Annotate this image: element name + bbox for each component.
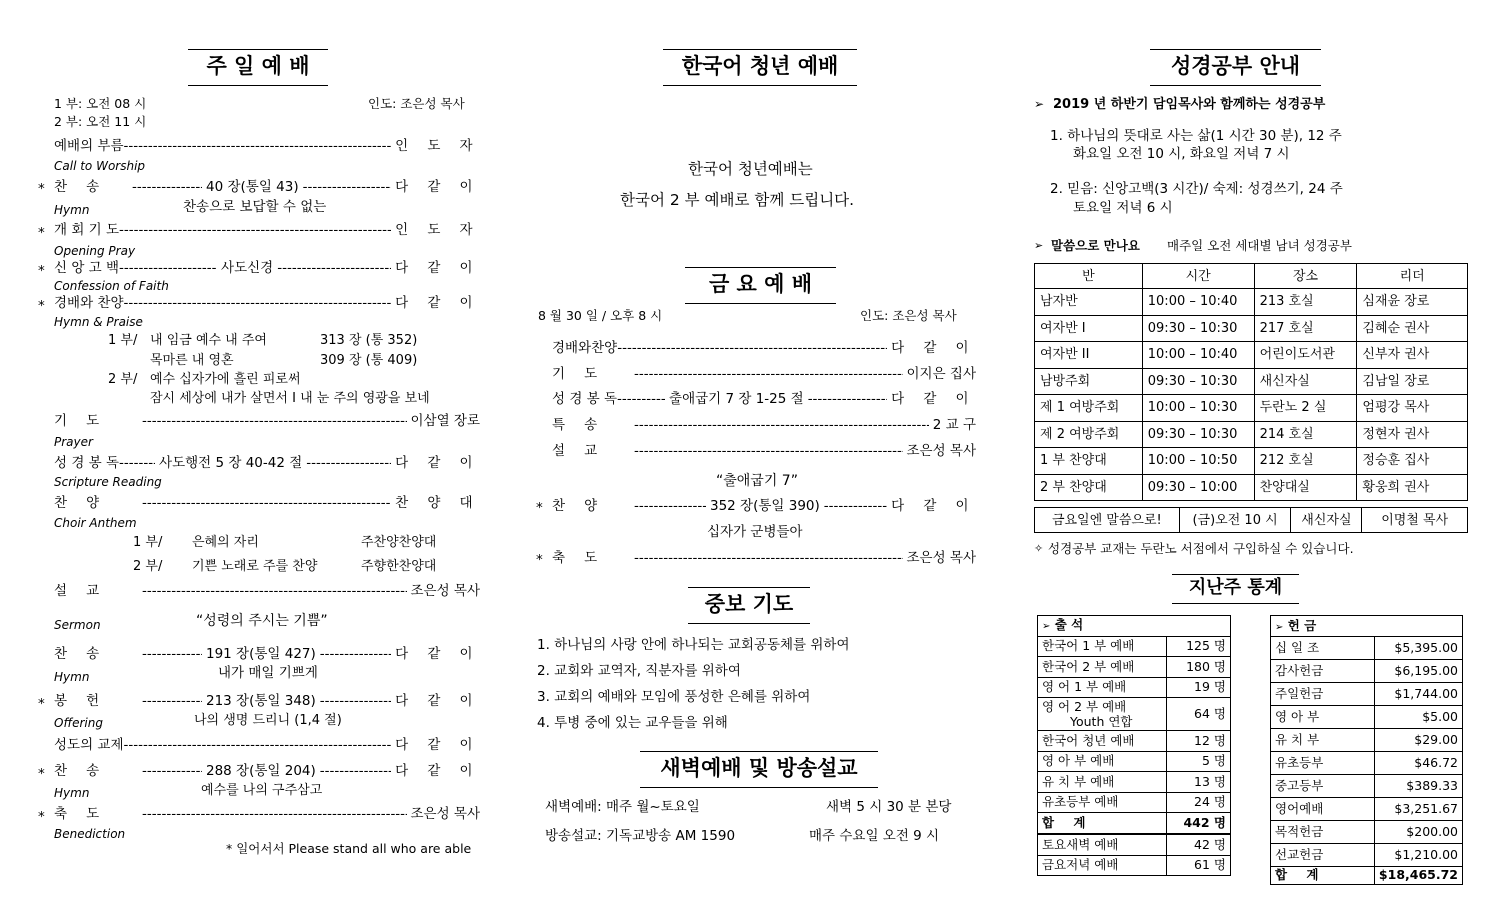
table-row: 유 치 부 예배 13 명 [1038,772,1231,793]
offering-title: 헌 금 [1287,617,1317,633]
friday-worship: 경배와찬양 ----- 다 같 이 [552,342,976,356]
praise-num-2: 309 장 (통 409) [320,353,418,368]
intercession-item: 4. 투병 중에 있는 교우들을 위해 [537,715,728,731]
table-row: 제 1 여방주회 10:00 – 10:30 두란노 2 실 엄평강 목사 [1035,395,1468,422]
table-row: 선교헌금 $1,210.00 [1271,844,1463,867]
praise-part-1: 1 부/ [108,333,138,348]
table-row: 한국어 2 부 예배 180 명 [1038,657,1231,678]
order-hymn-1-title: 찬송으로 보답할 수 없는 [183,199,327,215]
order-offering: 봉 헌 ----- 213 장(통일 348) ----- 다 같 이 [54,695,480,709]
table-row: 유초등부 예배 24 명 [1038,792,1231,813]
table-row: 중고등부 $389.33 [1271,775,1463,798]
youth-line-1: 한국어 청년예배는 [688,160,813,178]
study-col-leader: 리더 [1357,264,1468,289]
table-row: 토요새벽 예배 42 명 [1038,835,1231,856]
standing-mark: * [38,766,45,782]
bible-heading-2-rest: 매주일 오전 세대별 남녀 성경공부 [1167,238,1352,253]
study-header-row [1035,264,1468,289]
order-scripture-en: Scripture Reading [54,475,162,489]
study-col-class: 반 [1035,264,1143,289]
attendance-table [1037,615,1231,835]
anthem-choir-2: 주향한찬양대 [361,559,437,574]
bible-item-1b: 화요일 오전 10 시, 화요일 저녁 7 시 [1073,146,1290,162]
diamond-icon: ✧ [1034,542,1044,555]
table-row: 영 아 부 $5.00 [1271,706,1463,729]
order-fellowship: 성도의 교제 ----- 다 같 이 [54,739,480,753]
arrow-icon: ➢ [1275,621,1284,633]
order-scripture: 성 경 봉 독 ----- 사도행전 5 장 40-42 절 ----- 다 같 이 [54,457,480,471]
extra-attendance-table [1037,834,1231,876]
order-hymn-2-title: 내가 매일 기쁘게 [218,665,318,681]
order-call: 예배의 부름 ----- 인 도 자 [54,140,480,154]
table-row: 십 일 조 $5,395.00 [1271,637,1463,660]
table-row: 한국어 1 부 예배 125 명 [1038,636,1231,657]
table-row: 영어예배 $3,251.67 [1271,798,1463,821]
table-row: 금요일엔 말씀으로! (금)오전 10 시 새신자실 이명철 목사 [1035,508,1468,533]
sunday-leader: 인도: 조은성 목사 [368,96,465,111]
friday-scripture: 성 경 봉 독 ----- 출애굽기 7 장 1-25 절 ----- 다 같 이 [552,393,976,407]
study-col-time: 시간 [1142,264,1254,289]
order-opening-prayer-en: Opening Pray [54,244,136,258]
sunday-time-2: 2 부: 오전 11 시 [54,114,147,129]
friday-hymn-title: 십자가 군병들아 [707,524,803,540]
table-row: 한국어 청년 예배 12 명 [1038,731,1231,752]
standing-mark: * [38,263,45,279]
order-praise: 경배와 찬양 ----- 다 같 이 [54,297,480,311]
friday-special: 특 송 ----- 2 교 구 [552,419,976,433]
intercession-title: 중보 기도 [688,587,810,624]
table-row: 여자반 II 10:00 – 10:40 어린이도서관 신부자 권사 [1035,342,1468,369]
table-row: 제 2 여방주회 09:30 – 10:30 214 호실 정현자 권사 [1035,421,1468,448]
arrow-icon: ➢ [1034,97,1045,111]
table-row: 유 치 부 $29.00 [1271,729,1463,752]
arrow-icon: ➢ [1042,621,1051,633]
order-offering-title: 나의 생명 드리니 (1,4 절) [194,713,342,728]
sunday-title: 주 일 예 배 [188,49,328,86]
order-prayer-en: Prayer [54,435,93,449]
order-prayer: 기 도 ----- 이삼열 장로 [54,415,480,429]
order-hymn-3-en: Hymn [54,786,90,800]
praise-part-2: 2 부/ [108,372,138,387]
table-row: 영 아 부 예배 5 명 [1038,751,1231,772]
order-anthem: 찬 양 ----- 찬 양 대 [54,497,480,511]
intercession-item: 1. 하나님의 사랑 안에 하나되는 교회공동체를 위하여 [537,637,850,653]
friday-date: 8 월 30 일 / 오후 8 시 [538,308,663,323]
friday-hymn: 찬 양 ----- 352 장(통일 390) ----- 다 같 이 [552,500,976,514]
order-call-en: Call to Worship [54,159,146,173]
study-table [1034,263,1468,501]
radio-time: 매주 수요일 오전 9 시 [809,828,940,844]
offering-table [1270,615,1463,885]
anthem-choir-1: 주찬양찬양대 [361,535,437,550]
dawn-title: 새벽예배 및 방송설교 [640,751,878,788]
sunday-time-1: 1 부: 오전 08 시 [54,96,147,111]
table-row: 영 어 2 부 예배 Youth 연합 64 명 [1038,698,1231,731]
friday-benediction: 축 도 ----- 조은성 목사 [552,552,976,566]
friday-leader: 인도: 조은성 목사 [860,308,957,323]
dawn-schedule: 새벽예배: 매주 월~토요일 [545,799,700,815]
youth-line-2: 한국어 2 부 예배로 함께 드립니다. [620,191,855,209]
standing-mark: * [536,500,543,516]
bible-item-2a: 2. 믿음: 신앙고백(3 시간)/ 숙제: 성경쓰기, 24 주 [1050,181,1343,197]
standing-mark: * [536,552,543,568]
stats-title: 지난주 통계 [1172,574,1299,604]
stand-note: * 일어서서 Please stand all who are able [226,841,472,856]
table-row: 남방주회 09:30 – 10:30 새신자실 김남일 장로 [1035,368,1468,395]
order-hymn-1: 찬 송 ----- 40 장(통일 43) ----- 다 같 이 [54,181,480,195]
friday-sermon: 설 교 ----- 조은성 목사 [552,445,976,459]
bible-item-1a: 1. 하나님의 뜻대로 사는 삶(1 시간 30 분), 12 주 [1050,128,1342,144]
table-row: 남자반 10:00 – 10:40 213 호실 심재윤 장로 [1035,289,1468,316]
standing-mark: * [38,696,45,712]
praise-song-3: 예수 십자가에 흘린 피로써 [150,372,301,387]
youth-combined: Youth 연합 [1070,714,1133,729]
friday-study-table [1034,507,1468,533]
table-row: 감사헌금 $6,195.00 [1271,660,1463,683]
table-row: 유초등부 $46.72 [1271,752,1463,775]
table-row: 2 부 찬양대 09:30 – 10:00 찬양대실 황웅희 권사 [1035,474,1468,501]
praise-song-2: 목마른 내 영혼 [150,353,234,368]
order-anthem-en: Choir Anthem [54,516,137,530]
table-row: 목적헌금 $200.00 [1271,821,1463,844]
table-row: 주일헌금 $1,744.00 [1271,683,1463,706]
bible-note: 성경공부 교재는 두란노 서점에서 구입하실 수 있습니다. [1048,541,1354,556]
offering-header [1271,616,1463,637]
study-col-place: 장소 [1254,264,1357,289]
friday-sermon-title: “출애굽기 7” [716,473,798,489]
bible-title: 성경공부 안내 [1150,49,1321,86]
bible-item-2b: 토요일 저녁 6 시 [1073,200,1173,216]
order-offering-en: Offering [54,716,103,730]
order-hymn-3: 찬 송 ----- 288 장(통일 204) ----- 다 같 이 [54,765,480,779]
standing-mark: * [38,225,45,241]
anthem-song-1: 은혜의 자리 [192,535,259,550]
anthem-part-1: 1 부/ [133,535,163,550]
order-confession-en: Confession of Faith [54,279,169,293]
intercession-item: 2. 교회와 교역자, 직분자를 위하여 [537,663,741,679]
attendance-title: 출 석 [1054,617,1084,633]
table-row: 금요저녁 예배 61 명 [1038,855,1231,876]
arrow-icon: ➢ [1034,239,1044,252]
order-confession: 신 앙 고 백 ----- 사도신경 ----- 다 같 이 [54,262,480,276]
table-row: 여자반 I 09:30 – 10:30 217 호실 김혜순 권사 [1035,315,1468,342]
standing-mark: * [38,809,45,825]
table-row: 1 부 찬양대 10:00 – 10:50 212 호실 정승훈 집사 [1035,448,1468,475]
friday-title: 금 요 예 배 [685,267,836,304]
order-benediction-en: Benediction [54,827,126,841]
table-row: 영 어 1 부 예배 19 명 [1038,677,1231,698]
standing-mark: * [38,181,45,197]
offering-total-row: 합 계 $18,465.72 [1271,867,1463,885]
intercession-item: 3. 교회의 예배와 모임에 풍성한 은혜를 위하여 [537,689,811,705]
dawn-time: 새벽 5 시 30 분 본당 [826,799,952,815]
praise-song-1: 내 임금 예수 내 주여 [150,333,267,348]
anthem-song-2: 기쁜 노래로 주를 찬양 [192,559,318,574]
attendance-header [1038,616,1231,637]
order-benediction: 축 도 ----- 조은성 목사 [54,808,480,822]
order-opening-prayer: 개 회 기 도 ----- 인 도 자 [54,224,480,238]
friday-prayer: 기 도 ----- 이지은 집사 [552,368,976,382]
sermon-title: “성령의 주시는 기쁨” [196,613,328,629]
attendance-total-row: 합 계 442 명 [1038,813,1231,834]
bible-heading-2: 말씀으로 만나요 [1051,238,1140,253]
praise-num-1: 313 장 (통 352) [320,333,418,348]
radio-schedule: 방송설교: 기독교방송 AM 1590 [545,828,736,844]
youth-title: 한국어 청년 예배 [663,49,857,86]
praise-song-4: 잠시 세상에 내가 살면서 I 내 눈 주의 영광을 보네 [150,391,430,406]
order-praise-en: Hymn & Praise [54,315,143,329]
order-sermon-en: Sermon [54,618,101,632]
order-sermon: 설 교 ----- 조은성 목사 [54,585,480,599]
order-hymn-2: 찬 송 ----- 191 장(통일 427) ----- 다 같 이 [54,648,480,662]
order-hymn-2-en: Hymn [54,670,90,684]
order-hymn-1-en: Hymn [54,203,90,217]
bible-heading-1: 2019 년 하반기 담임목사와 함께하는 성경공부 [1053,97,1326,112]
anthem-part-2: 2 부/ [133,559,163,574]
standing-mark: * [38,298,45,314]
order-hymn-3-title: 예수를 나의 구주삼고 [201,783,323,798]
